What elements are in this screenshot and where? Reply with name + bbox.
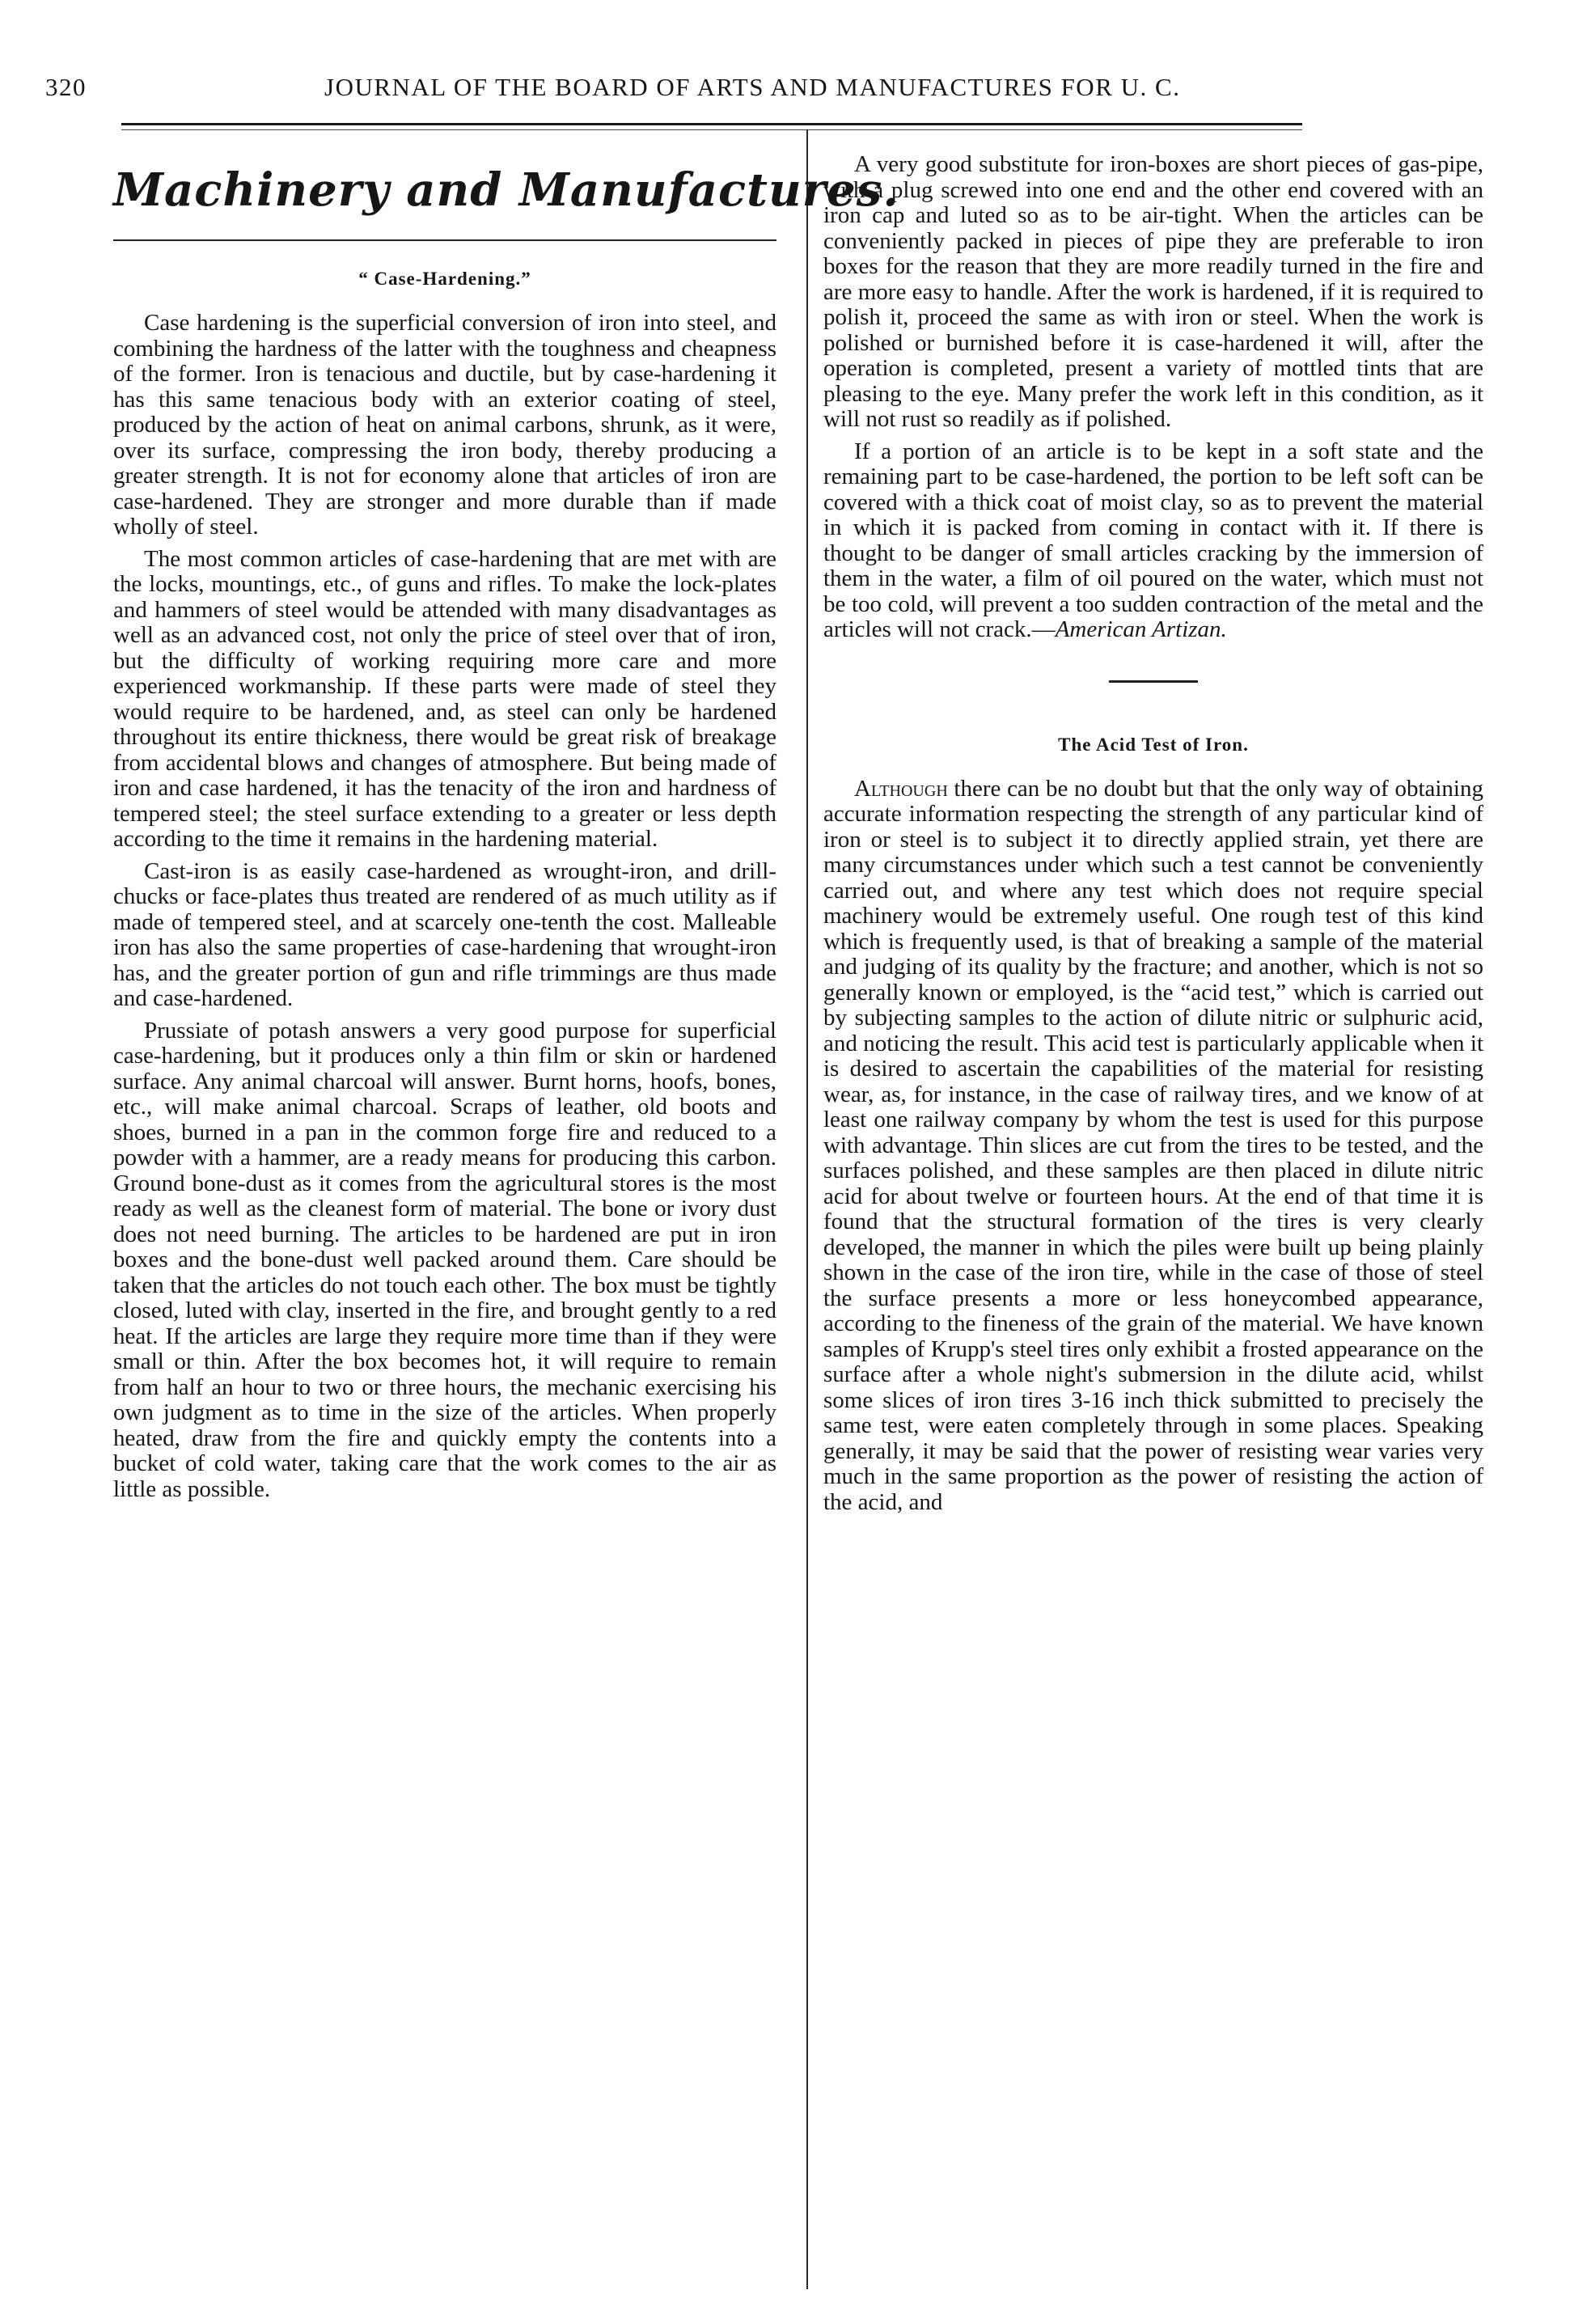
- header-rule: [121, 123, 1302, 125]
- section-rule: [113, 239, 776, 241]
- column-divider: [806, 129, 808, 2289]
- article-title-acid-test: The Acid Test of Iron.: [1058, 734, 1249, 755]
- article-separator: [1109, 680, 1198, 683]
- paragraph: Case hardening is the superficial conversion of iron into steel, and combining the hardness of the latter with the toughness and cheapness of the former. Iron is tenacious and ductile, but by case-hardening it has this same tenacious body with an exterior coating of steel, produced by the action of heat on animal carbons, shrunk, as it were, over its surface, compressing the iron body, thereby producing a greater strength. It is not for economy alone that articles of iron are case-hardened. They are stronger and more durable than if made wholly of steel.: [113, 310, 776, 540]
- lead-word: Although: [854, 775, 948, 802]
- header-rule-thin: [121, 129, 1302, 130]
- paragraph-text: there can be no doubt but that the only way of obtaining accurate information respecting the strength of any particular kind of iron or steel is to subject it to directly applied strain, yet there are many circumstances under which such a test cannot be conveniently carried out, and where any test which does not require special machinery would be extremely useful. One rough test of this kind which is frequently used, is that of breaking a sample of the material and judging of its quality by the fracture; and another, which is not so generally known or employed, is the “acid test,” which is carried out by subjecting samples to the action of dilute nitric or sulphuric acid, and noticing the result. This acid test is particularly applicable when it is desired to ascertain the capabilities of the material for resisting wear, as, for instance, in the case of railway tires, and we know of at least one railway company by whom the test is used for this purpose with advantage. Thin slices are cut from the tires to be tested, and the surfaces polished, and these samples are then placed in dilute nitric acid for about twelve or fourteen hours. At the end of that time it is found that the structural formation of the tires is very clearly developed, the manner in which the piles were built up being plainly shown in the case of the iron tire, while in the case of those of steel the surface presents a more or less honeycombed appearance, according to the fineness of the grain of the material. We have known samples of Krupp's steel tires only exhibit a frosted appearance on the surface after a whole night's submersion in the dilute acid, whilst some slices of iron tires 3-16 inch thick submitted to precisely the same test, were eaten completely through in some places. Speaking generally, it may be said that the power of resisting wear varies very much in the same proportion as the power of resisting the action of the acid, and: [823, 775, 1483, 1515]
- paragraph-text: If a portion of an article is to be kept in a soft state and the remaining part to be case-hardened, the portion to be left soft can be covered with a thick coat of moist clay, so as to prevent the material in which it is packed from coming in contact with it. If there is thought to be danger of small articles cracking by the immersion of them in the water, a film of oil poured on the water, which must not be too cold, will prevent a too sudden contraction of the metal and the articles will not crack.—: [823, 438, 1483, 642]
- journal-title: JOURNAL OF THE BOARD OF ARTS AND MANUFACTURES FOR U. C.: [324, 73, 1181, 101]
- right-column: [823, 152, 1483, 1522]
- running-head: [45, 73, 1339, 113]
- paragraph: A very good substitute for iron-boxes are short pieces of gas-pipe, with a plug screwed into one end and the other end covered with an iron cap and luted so as to be air-tight. When the articles can be conveniently packed in pieces of pipe they are preferable to iron boxes for the reason that they are more readily turned in the fire and are more easy to handle. After the work is hardened, if it is required to polish it, proceed the same as with iron or steel. When the work is polished or burnished before it is case-hardened it will, after the operation is completed, present a variety of mottled tints that are pleasing to the eye. Many prefer the work left in this condition, as it will not rust so readily as if polished.: [823, 151, 1483, 432]
- paragraph-with-source: [823, 439, 1483, 643]
- page-number: 320: [45, 73, 87, 101]
- left-column: [113, 162, 899, 1509]
- paragraph: [823, 777, 1483, 1516]
- paragraph: Cast-iron is as easily case-hardened as wrought-iron, and drill-chucks or face-plates thus treated are rendered of as much utility as if made of tempered steel, and at scarcely one-tenth the cost. Malleable iron has also the same properties of case-hardening that wrought-iron has, and the greater portion of gun and rifle trimmings are thus made and case-hardened.: [113, 857, 776, 1011]
- article-title-case-hardening: “ Case-Hardening.”: [358, 269, 531, 289]
- paragraph: The most common articles of case-hardening that are met with are the locks, mountings, etc., of guns and rifles. To make the lock-plates and hammers of steel would be attended with many disadvantages as well as an advanced cost, not only the price of steel over that of iron, but the difficulty of working requiring more care and more experienced workmanship. If these parts were made of steel they would require to be hardened, and, as steel can only be hardened throughout its entire thickness, there would be great risk of breakage from accidental blows and changes of atmosphere. But being made of iron and case hardened, it has the tenacity of the iron and hardness of tempered steel; the steel surface extending to a greater or less depth according to the time it remains in the hardening material.: [113, 545, 776, 852]
- section-title: Machinery and Manufactures.: [113, 163, 899, 217]
- paragraph: Prussiate of potash answers a very good purpose for superficial case-hardening, but it produces only a thin film or skin or hardened surface. Any animal charcoal will answer. Burnt horns, hoofs, bones, etc., will make animal charcoal. Scraps of leather, old boots and shoes, burned in a pan in the common forge fire and reduced to a powder with a hammer, are a ready means for producing this carbon. Ground bone-dust as it comes from the agricultural stores is the most ready as well as the cleanest form of material. The bone or ivory dust does not need burning. The articles to be hardened are put in iron boxes and the bone-dust well packed around them. Care should be taken that the articles do not touch each other. The box must be tightly closed, luted with clay, inserted in the fire, and brought gently to a red heat. If the articles are large they require more time than if they were small or thin. After the box becomes hot, it will require to remain from half an hour to two or three hours, the mechanic exercising his own judgment as to time in the size of the articles. When properly heated, draw from the fire and quickly empty the contents into a bucket of cold water, taking care that the work comes to the air as little as possible.: [113, 1017, 776, 1502]
- article-source: American Artizan.: [1055, 616, 1227, 642]
